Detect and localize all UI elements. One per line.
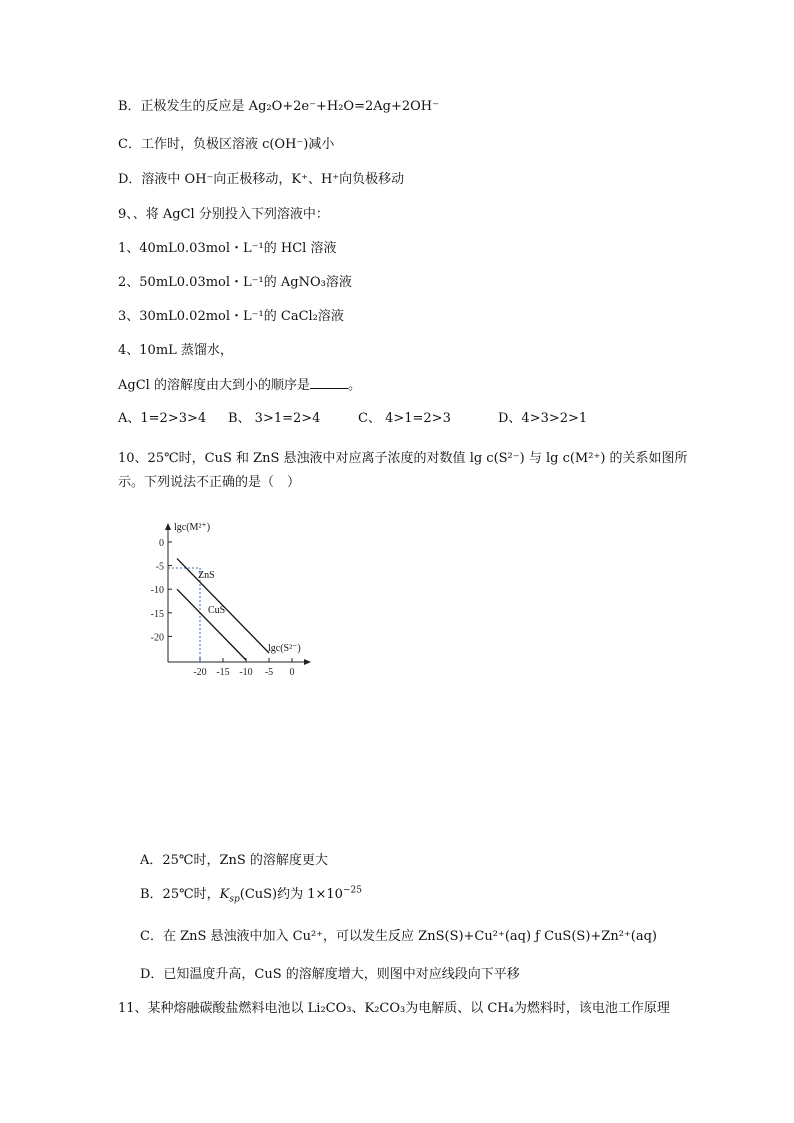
option-9-d: D、4>3>2>1 (498, 411, 588, 426)
question-9-ask (118, 376, 361, 395)
option-b-previous: B．正极发生的反应是 Ag₂O+2e⁻+H₂O=2Ag+2OH⁻ (118, 99, 439, 114)
y-axis-label: lgc(M²⁺) (174, 522, 211, 533)
question-11-stem: 11、某种熔融碳酸盐燃料电池以 Li₂CO₃、K₂CO₃为电解质、以 CH₄为燃料时，该电池工作原理 (118, 1001, 670, 1016)
series-label-zns: ZnS (198, 570, 215, 581)
question-10-stem-line1: 10、25℃时，CuS 和 ZnS 悬浊液中对应离子浓度的对数值 lg c(S²⁻) 与 lg c(M²⁺) 的关系如图所 (118, 451, 688, 466)
x-axis-label: lgc(S²⁻) (268, 643, 301, 654)
option-d-previous: D．溶液中 OH⁻向正极移动，K⁺、H⁺向负极移动 (118, 172, 405, 187)
question-9-ask-end: 。 (347, 378, 361, 393)
question-9-item-4: 4、10mL 蒸馏水， (118, 343, 233, 358)
ksp-exponent: −25 (342, 885, 362, 896)
x-tick-label: -15 (216, 667, 230, 678)
ksp-subscript: sp (229, 894, 240, 905)
series-label-cus: CuS (208, 605, 226, 616)
option-10-b-middle: (CuS)约为 1×10 (239, 887, 343, 902)
question-10-stem-line2: 示。下列说法不正确的是（ ） (118, 475, 301, 490)
question-9-stem: 9、、将 AgCl 分别投入下列溶液中： (118, 207, 329, 222)
question-9-item-2: 2、50mL0.03mol・L⁻¹的 AgNO₃溶液 (118, 275, 352, 290)
y-tick-label: -10 (150, 585, 164, 597)
x-tick-label: -10 (239, 667, 253, 678)
option-10-b (140, 886, 362, 904)
x-tick-label: -20 (193, 667, 207, 678)
option-c-previous: C．工作时，负极区溶液 c(OH⁻)减小 (118, 137, 335, 152)
y-tick-label: -20 (150, 632, 164, 644)
y-tick-label: -15 (150, 608, 164, 620)
option-10-a: A．25℃时，ZnS 的溶解度更大 (140, 853, 328, 868)
question-9-ask-text: AgCl 的溶解度由大到小的顺序是 (118, 378, 310, 393)
x-tick-label: -5 (264, 667, 274, 678)
series-line-cus (177, 589, 246, 660)
y-tick-label: -5 (155, 561, 164, 573)
answer-blank (310, 376, 348, 389)
y-axis-arrow (165, 523, 171, 530)
ksp-symbol: K (219, 887, 230, 902)
chart-series (168, 559, 269, 662)
option-9-b: B、 3>1=2>4 (228, 411, 321, 426)
y-tick-label: 0 (159, 538, 164, 549)
option-10-d: D．已知温度升高，CuS 的溶解度增大，则图中对应线段向下平移 (140, 967, 520, 982)
solubility-chart (140, 518, 325, 678)
option-9-a: A、1=2>3>4 (118, 411, 207, 426)
question-9-item-1: 1、40mL0.03mol・L⁻¹的 HCl 溶液 (118, 241, 337, 256)
x-axis-arrow (304, 659, 311, 665)
x-tick-label: 0 (289, 667, 295, 678)
option-10-b-prefix: B．25℃时， (140, 887, 220, 902)
option-10-c: C．在 ZnS 悬浊液中加入 Cu²⁺，可以发生反应 ZnS(S)+Cu²⁺(aq) ƒ CuS(S)+Zn²⁺(aq) (140, 929, 657, 944)
question-9-item-3: 3、30mL0.02mol・L⁻¹的 CaCl₂溶液 (118, 309, 344, 324)
option-9-c: C、 4>1=2>3 (358, 411, 451, 426)
